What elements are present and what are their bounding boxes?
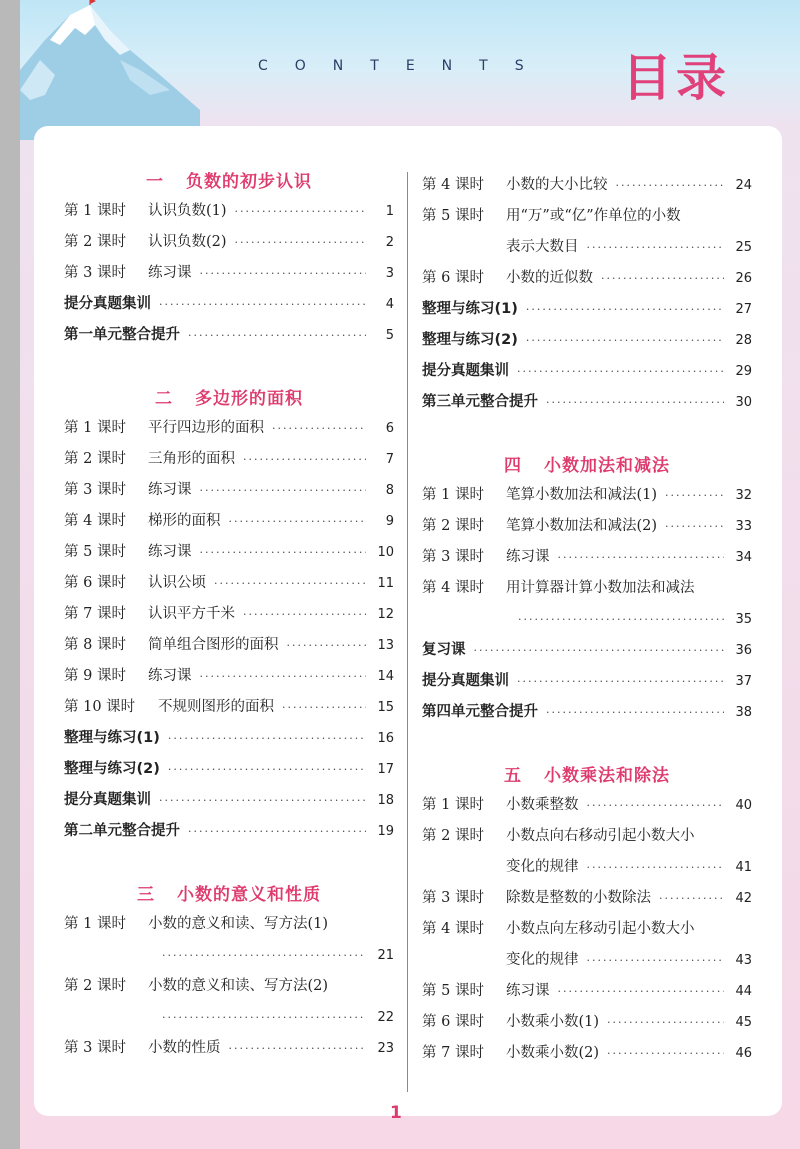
dot-leader (168, 754, 366, 785)
page-ref: 10 (377, 545, 394, 560)
unit-number: 三 (137, 885, 155, 905)
toc-row[interactable] (64, 971, 394, 1002)
page-ref: 44 (735, 984, 752, 999)
lesson-label: 第 3 课时 (64, 482, 126, 498)
dot-leader (601, 263, 724, 294)
lesson-label: 第 4 课时 (422, 580, 484, 596)
dot-leader (287, 630, 367, 661)
toc-row[interactable] (64, 475, 394, 506)
unit-name: 小数乘法和除法 (544, 766, 670, 786)
topic-label: 提分真题集训 (422, 363, 509, 379)
dot-leader (162, 1002, 366, 1033)
topic-label: 三角形的面积 (148, 451, 235, 467)
toc-row[interactable] (64, 630, 394, 661)
topic-label: 提分真题集训 (64, 792, 151, 808)
topic-label: 整理与练习(1) (422, 301, 518, 317)
lesson-label: 第 2 课时 (422, 518, 484, 534)
topic-label: 小数点向左移动引起小数大小 (506, 921, 695, 937)
toc-row-continuation[interactable] (64, 1002, 394, 1033)
toc-row[interactable] (64, 258, 394, 289)
toc-row[interactable] (64, 289, 394, 320)
toc-row[interactable] (64, 909, 394, 940)
toc-row-continuation[interactable] (422, 232, 752, 263)
toc-row[interactable] (422, 635, 752, 666)
dot-leader (587, 852, 725, 883)
page-ref: 34 (735, 550, 752, 565)
topic-label: 第一单元整合提升 (64, 327, 180, 343)
dot-leader (607, 1038, 724, 1069)
dot-leader (607, 1007, 724, 1038)
page-ref: 1 (385, 204, 394, 219)
toc-row-continuation[interactable] (64, 940, 394, 971)
topic-label: 用计算器计算小数加法和减法 (506, 580, 695, 596)
topic-label: 变化的规律 (506, 952, 579, 968)
page-ref: 2 (385, 235, 394, 250)
page-ref: 16 (377, 731, 394, 746)
topic-label: 小数的大小比较 (506, 177, 608, 193)
unit-title (64, 385, 394, 413)
toc-row-continuation[interactable] (422, 604, 752, 635)
topic-label: 练习课 (506, 983, 550, 999)
mountain-illustration (0, 0, 200, 140)
dot-leader (517, 666, 724, 697)
dot-leader (665, 480, 724, 511)
lesson-label: 第 6 课时 (422, 1014, 484, 1030)
page-ref: 43 (735, 953, 752, 968)
toc-row[interactable] (422, 294, 752, 325)
topic-label: 变化的规律 (506, 859, 579, 875)
toc-row[interactable] (422, 325, 752, 356)
lesson-label: 第 2 课时 (422, 828, 484, 844)
toc-row[interactable] (64, 506, 394, 537)
toc-row[interactable] (64, 413, 394, 444)
dot-leader (282, 692, 366, 723)
lesson-label: 第 1 课时 (64, 420, 126, 436)
lesson-label: 第 2 课时 (64, 451, 126, 467)
topic-label: 表示大数目 (506, 239, 579, 255)
page-ref: 4 (385, 297, 394, 312)
toc-row[interactable] (64, 599, 394, 630)
contents-label: CONTENTS (258, 58, 551, 74)
page-ref: 17 (377, 762, 394, 777)
dot-leader (200, 475, 367, 506)
topic-label: 练习课 (148, 265, 192, 281)
dot-leader (587, 232, 725, 263)
toc-left-column (64, 168, 394, 1064)
dot-leader (518, 604, 724, 635)
toc-row[interactable] (64, 1033, 394, 1064)
topic-label: 第四单元整合提升 (422, 704, 538, 720)
dot-leader (558, 976, 725, 1007)
page-ref: 28 (735, 333, 752, 348)
page-ref: 40 (735, 798, 752, 813)
unit-number: 四 (504, 456, 522, 476)
page-ref: 24 (735, 178, 752, 193)
toc-row[interactable] (422, 666, 752, 697)
topic-label: 整理与练习(2) (422, 332, 518, 348)
dot-leader (214, 568, 366, 599)
page-ref: 37 (735, 674, 752, 689)
toc-row[interactable] (64, 444, 394, 475)
unit-name: 小数加法和减法 (544, 456, 670, 476)
page-ref: 8 (385, 483, 394, 498)
lesson-label: 第 1 课时 (64, 203, 126, 219)
topic-label: 整理与练习(2) (64, 761, 160, 777)
page-ref: 15 (377, 700, 394, 715)
topic-label: 认识负数(2) (148, 234, 227, 250)
toc-row[interactable] (64, 196, 394, 227)
dot-leader (229, 506, 367, 537)
page-ref: 35 (735, 612, 752, 627)
page-ref: 38 (735, 705, 752, 720)
toc-row[interactable] (422, 387, 752, 418)
page-ref: 45 (735, 1015, 752, 1030)
page-title: 目录 (622, 49, 730, 107)
lesson-label: 第 2 课时 (64, 234, 126, 250)
toc-row[interactable] (422, 542, 752, 573)
topic-label: 练习课 (506, 549, 550, 565)
topic-label: 小数乘小数(2) (506, 1045, 600, 1061)
toc-row[interactable] (422, 790, 752, 821)
unit-title (64, 168, 394, 196)
dot-leader (665, 511, 724, 542)
page-ref: 22 (377, 1010, 394, 1025)
topic-label: 复习课 (422, 642, 466, 658)
topic-label: 第二单元整合提升 (64, 823, 180, 839)
topic-label: 简单组合图形的面积 (148, 637, 279, 653)
dot-leader (200, 661, 367, 692)
lesson-label: 第 6 课时 (64, 575, 126, 591)
lesson-label: 第 2 课时 (64, 978, 126, 994)
page-ref: 14 (377, 669, 394, 684)
dot-leader (243, 444, 366, 475)
dot-leader (235, 227, 366, 258)
topic-label: 除数是整数的小数除法 (506, 890, 651, 906)
unit-title (422, 762, 752, 790)
toc-row[interactable] (422, 263, 752, 294)
unit-name: 小数的意义和性质 (177, 885, 321, 905)
page-ref: 30 (735, 395, 752, 410)
page-ref: 27 (735, 302, 752, 317)
dot-leader (616, 170, 725, 201)
toc-row[interactable] (422, 480, 752, 511)
topic-label: 小数点向右移动引起小数大小 (506, 828, 695, 844)
page-edge (0, 0, 20, 1149)
dot-leader (546, 387, 724, 418)
topic-label: 练习课 (148, 668, 192, 684)
topic-label: 整理与练习(1) (64, 730, 160, 746)
page-ref: 9 (385, 514, 394, 529)
page-ref: 12 (377, 607, 394, 622)
toc-row[interactable] (422, 573, 752, 604)
lesson-label: 第 4 课时 (422, 921, 484, 937)
toc-row[interactable] (64, 227, 394, 258)
toc-row[interactable] (64, 816, 394, 847)
lesson-label: 第 4 课时 (422, 177, 484, 193)
topic-label: 小数的意义和读、写方法(1) (148, 916, 329, 932)
toc-row[interactable] (64, 754, 394, 785)
unit-name: 多边形的面积 (195, 389, 303, 409)
toc-row[interactable] (422, 976, 752, 1007)
dot-leader (159, 785, 366, 816)
page-ref: 3 (385, 266, 394, 281)
lesson-label: 第 3 课时 (64, 265, 126, 281)
page-ref: 11 (377, 576, 394, 591)
toc-row[interactable] (422, 201, 752, 232)
topic-label: 用“万”或“亿”作单位的小数 (506, 208, 681, 224)
dot-leader (659, 883, 724, 914)
toc-row[interactable] (422, 821, 752, 852)
toc-row[interactable] (64, 692, 394, 723)
unit-number: 一 (146, 172, 164, 192)
page-ref: 5 (385, 328, 394, 343)
topic-label: 提分真题集训 (64, 296, 151, 312)
dot-leader (243, 599, 366, 630)
topic-label: 梯形的面积 (148, 513, 221, 529)
page-ref: 41 (735, 860, 752, 875)
toc-row[interactable] (422, 1038, 752, 1069)
lesson-label: 第 6 课时 (422, 270, 484, 286)
toc-row[interactable] (422, 511, 752, 542)
toc-row-continuation[interactable] (422, 945, 752, 976)
lesson-label: 第 3 课时 (64, 1040, 126, 1056)
toc-row[interactable] (64, 661, 394, 692)
lesson-label: 第 1 课时 (422, 487, 484, 503)
dot-leader (229, 1033, 367, 1064)
dot-leader (587, 790, 725, 821)
page-ref: 46 (735, 1046, 752, 1061)
page-ref: 29 (735, 364, 752, 379)
toc-row[interactable] (422, 883, 752, 914)
page-ref: 23 (377, 1041, 394, 1056)
topic-label: 笔算小数加法和减法(2) (506, 518, 658, 534)
dot-leader (200, 537, 367, 568)
toc-row[interactable] (422, 914, 752, 945)
lesson-label: 第 9 课时 (64, 668, 126, 684)
dot-leader (517, 356, 724, 387)
page-number: 1 (390, 1103, 402, 1123)
toc-right-column (422, 170, 752, 1069)
topic-label: 不规则图形的面积 (158, 699, 274, 715)
toc-row[interactable] (422, 356, 752, 387)
page-ref: 32 (735, 488, 752, 503)
lesson-label: 第 10 课时 (64, 699, 136, 715)
dot-leader (526, 294, 724, 325)
topic-label: 小数乘小数(1) (506, 1014, 600, 1030)
lesson-label: 第 4 课时 (64, 513, 126, 529)
dot-leader (188, 320, 366, 351)
page-ref: 26 (735, 271, 752, 286)
dot-leader (587, 945, 725, 976)
dot-leader (558, 542, 725, 573)
page-ref: 6 (385, 421, 394, 436)
topic-label: 认识负数(1) (148, 203, 227, 219)
unit-name: 负数的初步认识 (186, 172, 312, 192)
topic-label: 小数的性质 (148, 1040, 221, 1056)
topic-label: 小数的意义和读、写方法(2) (148, 978, 329, 994)
topic-label: 提分真题集训 (422, 673, 509, 689)
page-ref: 36 (735, 643, 752, 658)
page-ref: 25 (735, 240, 752, 255)
column-divider (407, 172, 408, 1092)
topic-label: 第三单元整合提升 (422, 394, 538, 410)
lesson-label: 第 7 课时 (422, 1045, 484, 1061)
dot-leader (474, 635, 725, 666)
dot-leader (235, 196, 366, 227)
page-ref: 42 (735, 891, 752, 906)
toc-row[interactable] (422, 170, 752, 201)
page-ref: 33 (735, 519, 752, 534)
toc-row[interactable] (64, 537, 394, 568)
dot-leader (272, 413, 366, 444)
lesson-label: 第 5 课时 (64, 544, 126, 560)
topic-label: 笔算小数加法和减法(1) (506, 487, 658, 503)
dot-leader (168, 723, 366, 754)
lesson-label: 第 5 课时 (422, 208, 484, 224)
dot-leader (200, 258, 367, 289)
unit-number: 二 (155, 389, 173, 409)
lesson-label: 第 3 课时 (422, 890, 484, 906)
page-ref: 13 (377, 638, 394, 653)
unit-title (422, 452, 752, 480)
lesson-label: 第 5 课时 (422, 983, 484, 999)
toc-row[interactable] (64, 785, 394, 816)
dot-leader (159, 289, 366, 320)
unit-number: 五 (504, 766, 522, 786)
topic-label: 认识平方千米 (148, 606, 235, 622)
lesson-label: 第 3 课时 (422, 549, 484, 565)
toc-row[interactable] (64, 568, 394, 599)
dot-leader (526, 325, 724, 356)
lesson-label: 第 1 课时 (64, 916, 126, 932)
toc-row[interactable] (422, 1007, 752, 1038)
dot-leader (162, 940, 366, 971)
topic-label: 平行四边形的面积 (148, 420, 264, 436)
topic-label: 小数乘整数 (506, 797, 579, 813)
toc-row[interactable] (422, 697, 752, 728)
topic-label: 练习课 (148, 544, 192, 560)
topic-label: 小数的近似数 (506, 270, 593, 286)
toc-row[interactable] (64, 723, 394, 754)
dot-leader (546, 697, 724, 728)
page-ref: 21 (377, 948, 394, 963)
topic-label: 练习课 (148, 482, 192, 498)
topic-label: 认识公顷 (148, 575, 206, 591)
page-ref: 18 (377, 793, 394, 808)
toc-row-continuation[interactable] (422, 852, 752, 883)
lesson-label: 第 8 课时 (64, 637, 126, 653)
toc-row[interactable] (64, 320, 394, 351)
page-ref: 19 (377, 824, 394, 839)
unit-title (64, 881, 394, 909)
page-ref: 7 (385, 452, 394, 467)
lesson-label: 第 7 课时 (64, 606, 126, 622)
dot-leader (188, 816, 366, 847)
lesson-label: 第 1 课时 (422, 797, 484, 813)
